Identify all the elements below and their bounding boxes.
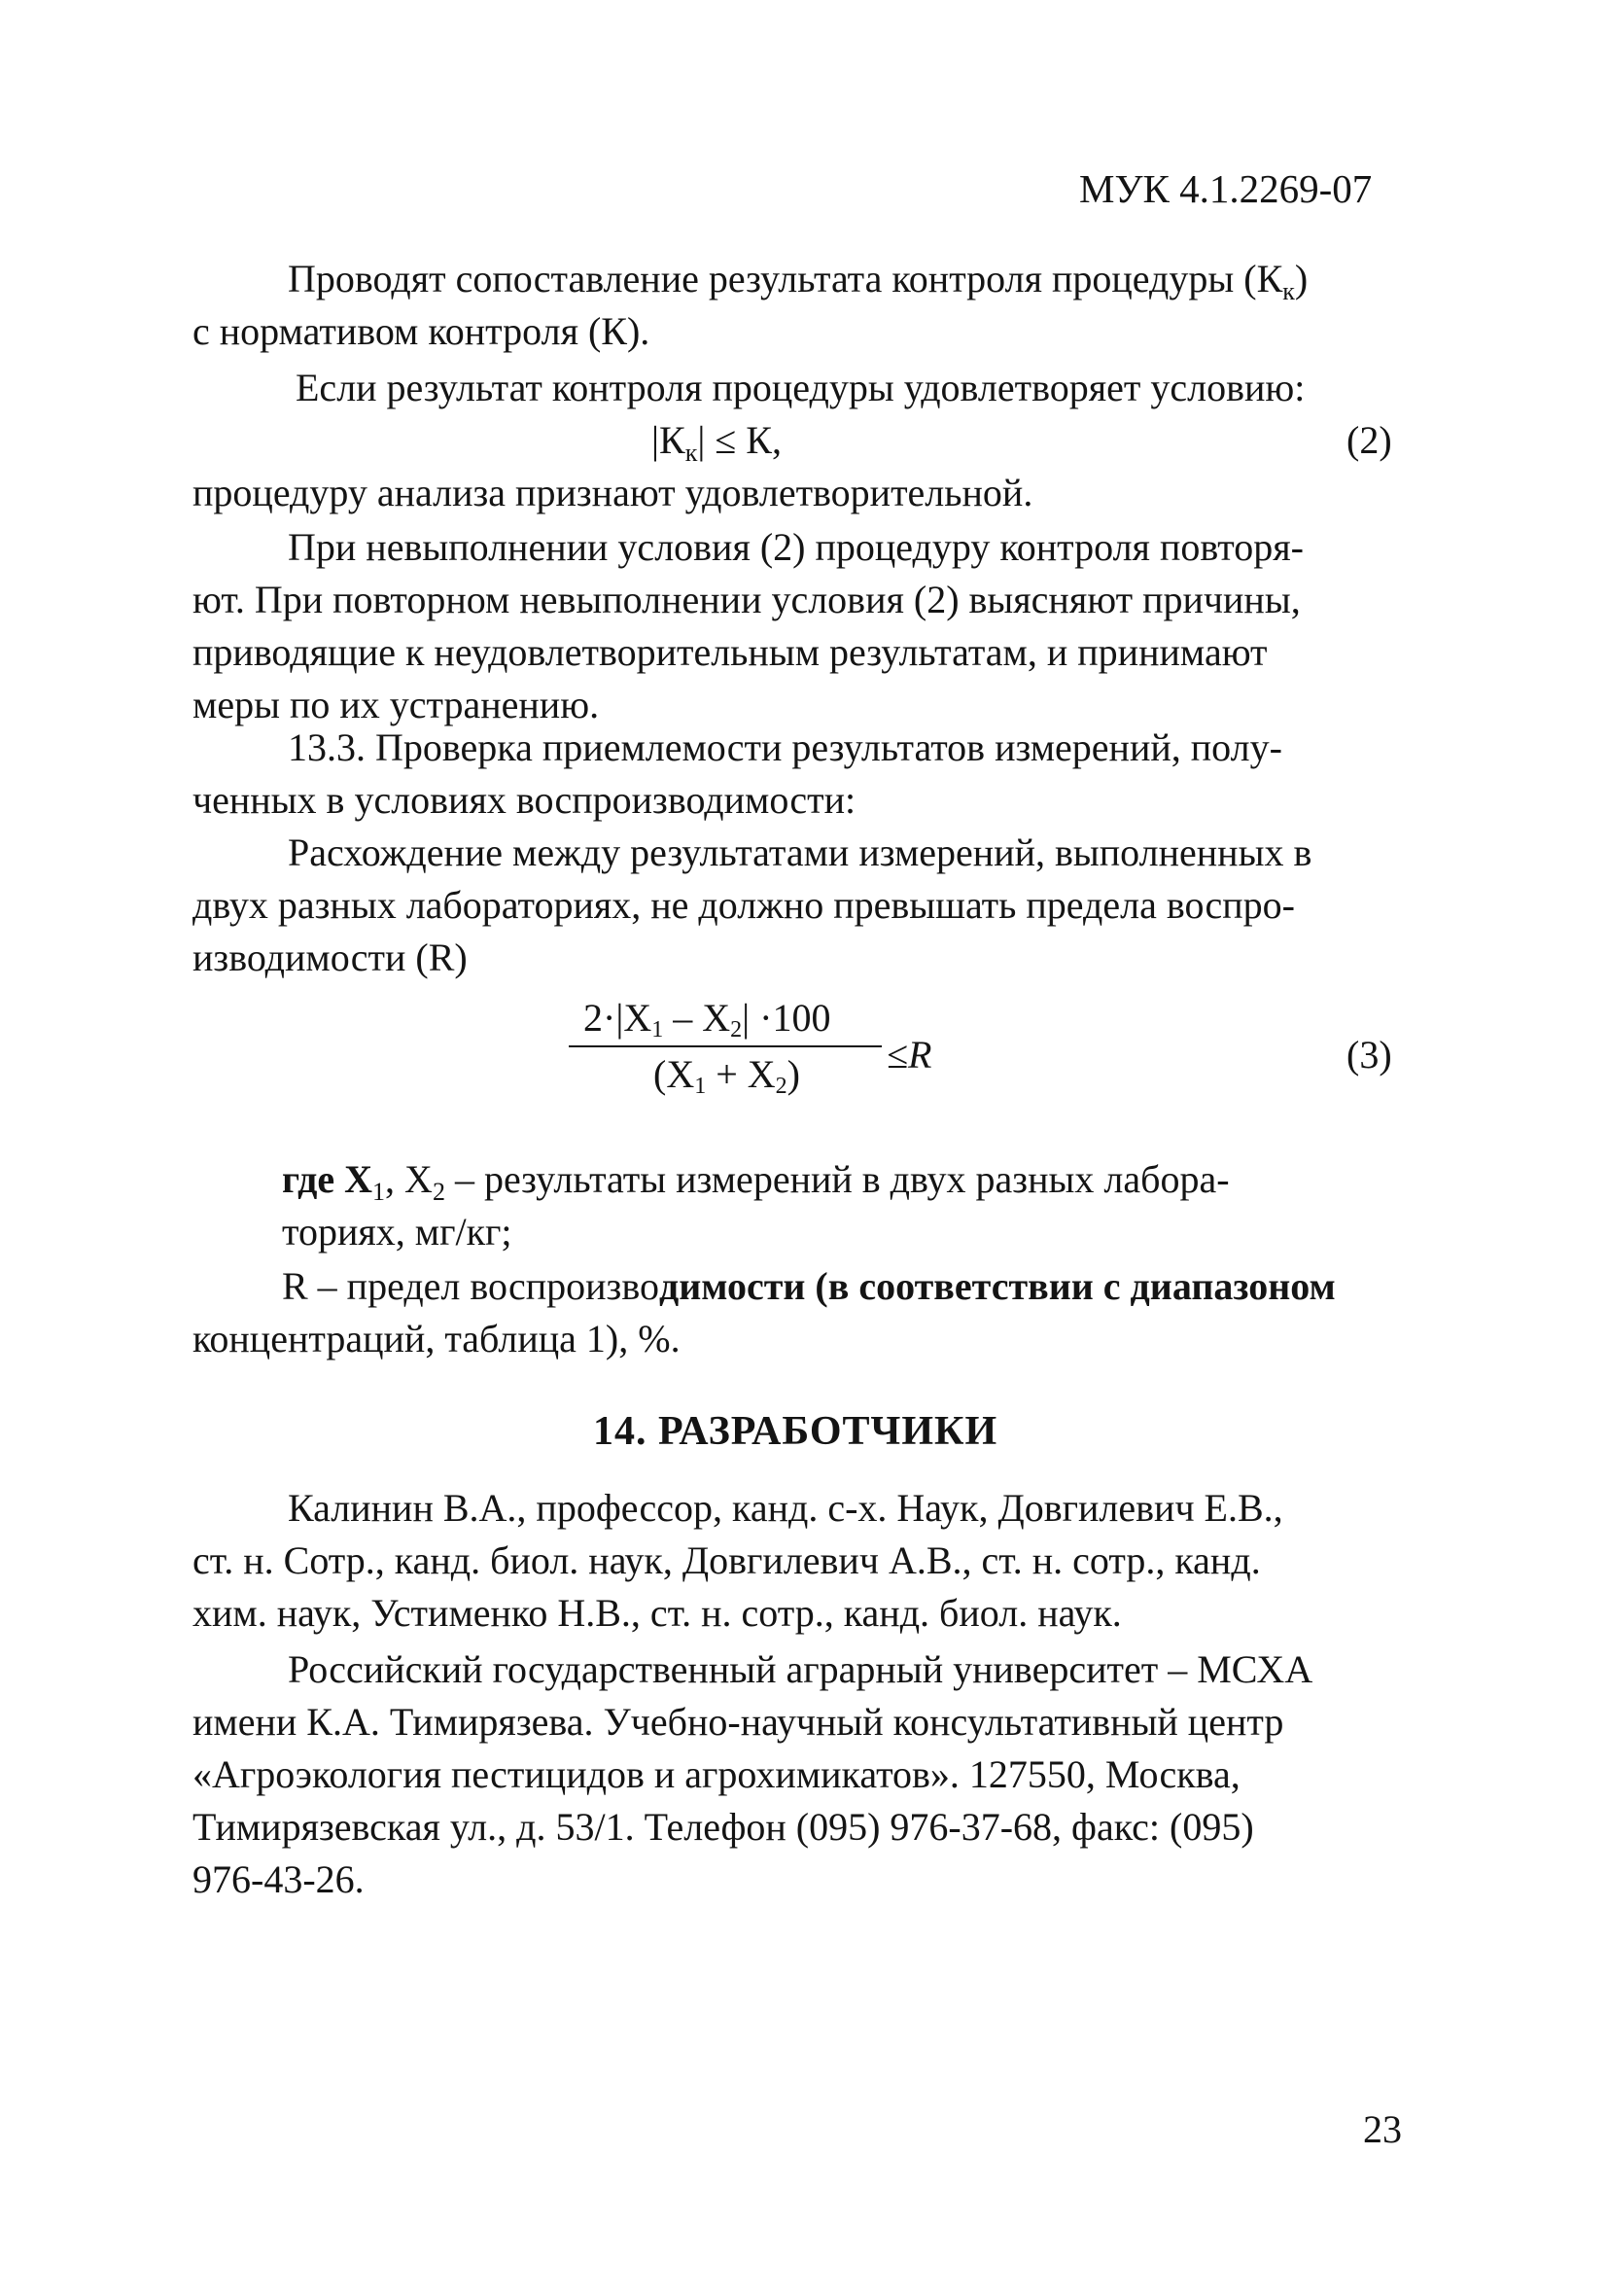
paragraph-line: двух разных лабораториях, не должно превышать предела воспро- [192, 883, 1295, 927]
equation-3-fraction-bar [569, 1045, 882, 1047]
page-number: 23 [1363, 2107, 1402, 2151]
equation-3-number: (3) [1346, 1033, 1392, 1077]
paragraph-line: Расхождение между результатами измерений, выполненных в [288, 830, 1312, 874]
equation-2: $|К_к| \le К$, [651, 418, 782, 467]
paragraph-line: ют. При повторном невыполнении условия (2) выясняют причины, [192, 578, 1301, 621]
paragraph-line: R – предел воспроизводимости (в соответствии с диапазоном [282, 1264, 1336, 1308]
paragraph-line: Если результат контроля процедуры удовлетворяет условию: [296, 366, 1306, 409]
paragraph-line: Тимирязевская ул., д. 53/1. Телефон (095) 976-37-68, факс: (095) [192, 1805, 1254, 1849]
paragraph-line: ст. н. Сотр., канд. биол. наук, Довгилевич А.В., ст. н. сотр., канд. [192, 1538, 1261, 1582]
equation-2-number: (2) [1346, 418, 1392, 462]
paragraph-line: процедуру анализа признают удовлетворительной. [192, 471, 1033, 514]
equation-3-rhs: ≤R [887, 1033, 932, 1077]
section-heading: 14. РАЗРАБОТЧИКИ [593, 1409, 998, 1454]
paragraph-line: концентраций, таблица 1), %. [192, 1317, 681, 1360]
paragraph-line: где $X_1$, $X_2$ – результаты измерений в двух разных лабора- [282, 1157, 1230, 1206]
paragraph-line: меры по их устранению. [192, 683, 600, 726]
paragraph-line: При невыполнении условия (2) процедуру контроля повторя- [288, 525, 1304, 569]
paragraph-line: «Агроэкология пестицидов и агрохимикатов». 127550, Москва, [192, 1752, 1241, 1796]
paragraph-line: ченных в условиях воспроизводимости: [192, 778, 856, 822]
paragraph-line: имени К.А. Тимирязева. Учебно-научный консультативный центр [192, 1700, 1284, 1744]
document-code: МУК 4.1.2269-07 [1079, 166, 1373, 211]
paragraph-line: приводящие к неудовлетворительным результатам, и принимают [192, 630, 1268, 674]
equation-3-denominator: (X1 + X2) [653, 1052, 800, 1099]
paragraph-line: Калинин В.А., профессор, канд. с-х. Наук, Довгилевич Е.В., [288, 1486, 1283, 1530]
paragraph-line: ториях, мг/кг; [282, 1210, 512, 1254]
paragraph-line: с нормативом контроля (К). [192, 309, 650, 353]
paragraph-line: изводимости (R) [192, 936, 468, 979]
paragraph-line: хим. наук, Устименко Н.В., ст. н. сотр., канд. биол. наук. [192, 1591, 1122, 1635]
paragraph-line: Проводят сопоставление результата контроля процедуры $(К_к)$ [288, 257, 1309, 305]
paragraph-line: 13.3. Проверка приемлемости результатов измерений, полу- [288, 725, 1282, 769]
equation-3-numerator: 2·|X1 – X2| ·100 [583, 996, 831, 1042]
paragraph-line: Российский государственный аграрный университет – МСХА [288, 1647, 1313, 1691]
paragraph-line: 976-43-26. [192, 1857, 365, 1901]
